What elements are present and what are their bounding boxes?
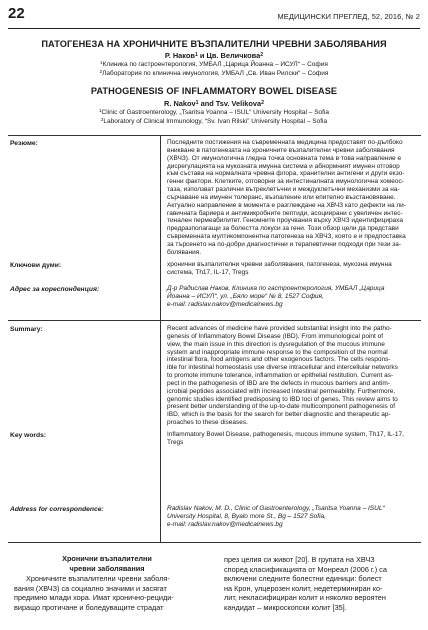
article-title-bg: ПАТОГЕНЕЗА НА ХРОНИЧНИТЕ ВЪЗПАЛИТЕЛНИ ЧРЕВНИ ЗАБОЛЯВАНИЯ <box>41 39 387 49</box>
correspondence-label-bg: Адрес за кореспонденция: <box>10 286 100 293</box>
affiliation-en-2: $^2$Laboratory of Clinical Immunology, “Sv. Ivan Rilski” University Hospital – Sofia <box>100 117 328 125</box>
column-divider-en <box>160 320 161 542</box>
journal-running-head: МЕДИЦИНСКИ ПРЕГЛЕД, 52, 2016, № 2 <box>277 12 420 21</box>
affiliation-bg-1: $^1$Клиника по гастроентерология, УМБАЛ „Царица Йоанна – ИСУЛ“ – София <box>100 60 328 68</box>
email-link-en[interactable]: e-mail: radislav.nakov@medicalnews.bg <box>167 520 283 528</box>
summary-label-en: Summary: <box>10 326 43 333</box>
column-divider-bg <box>160 135 161 320</box>
keywords-label-en: Key words: <box>10 432 47 439</box>
body-column-left: Хроничните възпалителни чревни заболя- вания (ХВЧЗ) са социално значими и засягат предимно млади хора. Имат хронично-рециди- виращо протичане и боледуващите страдат <box>14 574 174 612</box>
table-top-rule <box>8 135 421 136</box>
keywords-label-bg: Ключови думи: <box>10 262 62 269</box>
table-middle-rule <box>8 320 421 321</box>
article-title-en: PATHOGENESIS OF INFLAMMATORY BOWEL DISEASE <box>90 86 338 96</box>
page-number: 22 <box>8 5 25 22</box>
keywords-text-en: Inflammatory Bowel Disease, pathogenesis, mucous immune system, Th17, IL-17, Tregs <box>167 431 404 446</box>
abstract-label-bg: Резюме: <box>10 140 38 147</box>
section-heading: Хронични възпалителни чревни заболявания <box>62 554 152 573</box>
authors-bg: Р. Наков$^1$ и Цв. Величкова$^2$ <box>164 51 264 60</box>
correspondence-text-bg: Д-р Радислав Наков, Клиника по гастроентерология, УМБАЛ „Царица Йоанна – ИСУЛ“, ул. „Бяло море“ № 8, 1527 София, e-mail: radislav.nakov@medicalnews.bg <box>167 285 415 309</box>
correspondence-label-en: Address for correspondence: <box>10 506 104 513</box>
keywords-text-bg: хронични възпалителни чревни заболявания, патогенеза, мукозна имунна система, Th17, IL-17, Tregs <box>167 261 392 276</box>
correspondence-text-en: Radislav Nakov, M. D., Clinic of Gastroenterology, „Tsaritsa Yoanna – ISUL“ University Hospital, 8, Byalo more St., Bg – 1527 Sofia, e-mail: radislav.nakov@medicalnews.bg <box>167 505 415 529</box>
email-link-bg[interactable]: e-mail: radislav.nakov@medicalnews.bg <box>167 300 283 308</box>
affiliation-en-1: $^1$Clinic of Gastroenterology, „Tsaritsa Yoanna – ISUL“ University Hospital – Sofia <box>98 108 330 116</box>
summary-text-en: Recent advances of medicine have provided substantial insight into the patho- genesis of Inflammatory Bowel Disease (IBD). From immunological point of view, the main issue in this direction is dysregulation of the mucous immune system and inappropriate immune response to the composition of the normal intestinal flora, food antigens and other exogenous factors. The cells respons- ible for intestinal homeostasis use diverse intracellular and intercellular networks to promote immune tolerance, inflammation or epithelial restitution. Current as- pect in the pathogenesis of IBD are the defects in mucous barriers and antim- icrobial peptides associated with increased intestinal permeability. Furthermore, genomic studies identified predisposing to IBD loci of genes. This review aims to present better understanding of the up-to-date multicomponent pathogenesis of IBD, which is the basis for the search for better diagnostic and therapeutic ap- proaches to these diseases. <box>167 325 398 427</box>
affiliation-bg-2: $^2$Лаборатория по клинична имунология, УМБАЛ „Св. Иван Рилски“ – София <box>99 69 329 77</box>
body-column-right: през целия си живот [20]. В групата на ХВЧЗ според класификацията от Монреал (2006 г.) са включени следните болестни единици: болест на Крон, улцерозен колит, недетерминиран ко- лит, некласифициран колит и няколко вероятен кандидат – микроскопски колит [35]. <box>224 555 387 612</box>
table-bottom-rule <box>8 542 421 543</box>
authors-en: R. Nakov$^1$ and Tsv. Velikova$^2$ <box>164 99 264 108</box>
page-header <box>8 4 420 29</box>
abstract-text-bg: Последните постижения на съвременната медицина предоставят по-дълбоко вникване в патогенезата на хроничните възпалителни чревни заболявания (ХВЧЗ). От имунологична гледна точка основната тема в това направление е дисрегулацията на мукозната имунна система и абнормният имунен отговор към съставa на нормалната чревна флора, хранителни антигени и други екзо- генни фактори. Клетките, отговорни за интестиналната имунологична хомеос- таза, използват различни вътреклетъчни и междуклетъчни механизми за на- сърчаване на имунен толеранс, възпаление или епително възстановяване. Актуално направление в момента е разглеждане на ХВЧЗ като дефекти на ли- гавичната бариера и антимикробните пептиди, асоциирани с увеличен интес- тинален пермеабилитет. Геномните проучвания върху ХВЧЗ идентифицираха предразполагащи за болестта локуси за гени. Този обзор цели да представи съвременната мултикомпонентна патогенеза на ХВЧЗ, която е и предпоставка за търсенето на по-добри диагностични и терапевтични подходи при тези за- болявания. <box>167 139 406 256</box>
